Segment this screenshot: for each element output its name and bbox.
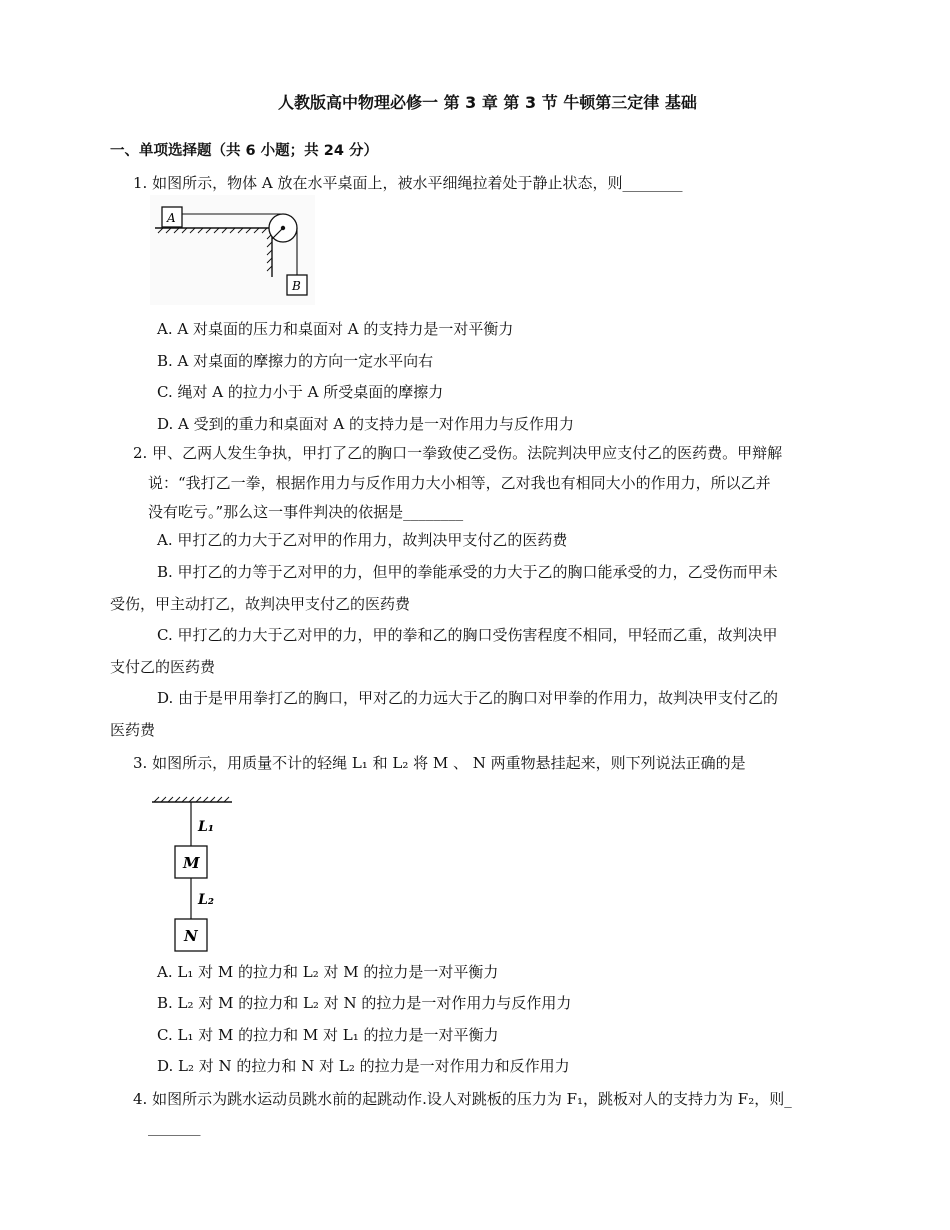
- figure-hanging-masses: [148, 786, 238, 956]
- q1-option-c: C. 绳对 A 的拉力小于 A 所受桌面的摩擦力: [157, 383, 444, 401]
- q2-option-c-line-2: 支付乙的医药费: [110, 658, 216, 676]
- q3-option-d: D. L₂ 对 N 的拉力和 N 对 L₂ 的拉力是一对作用力和反作用力: [157, 1057, 570, 1075]
- q2-option-d-line-2: 医药费: [110, 721, 156, 739]
- rope-l2-label: L₂: [198, 892, 214, 908]
- question-2-stem-line-2: 说：“我打乙一拳，根据作用力与反作用力大小相等，乙对我也有相同大小的作用力，所以乙并: [148, 474, 771, 492]
- block-a-label: A: [167, 211, 176, 225]
- q2-option-a: A. 甲打乙的力大于乙对甲的作用力，故判决甲支付乙的医药费: [157, 531, 568, 549]
- q3-option-c: C. L₁ 对 M 的拉力和 M 对 L₁ 的拉力是一对平衡力: [157, 1026, 499, 1044]
- q2-option-b-line-1: B. 甲打乙的力等于乙对甲的力，但甲的拳能承受的力大于乙的胸口能承受的力，乙受伤而甲未: [157, 563, 778, 581]
- question-3-stem: 3. 如图所示，用质量不计的轻绳 L₁ 和 L₂ 将 M 、 N 两重物悬挂起来，则下列说法正确的是: [133, 754, 746, 772]
- q2-option-c-line-1: C. 甲打乙的力大于乙对甲的力，甲的拳和乙的胸口受伤害程度不相同，甲轻而乙重，故判决甲: [157, 626, 778, 644]
- question-1-stem: 1. 如图所示，物体 A 放在水平桌面上，被水平细绳拉着处于静止状态，则________: [133, 174, 683, 192]
- question-2-stem-line-1: 2. 甲、乙两人发生争执，甲打了乙的胸口一拳致使乙受伤。法院判决甲应支付乙的医药费。甲辩解: [133, 444, 783, 462]
- figure-table-pulley: [150, 195, 315, 305]
- mass-n-label: N: [184, 927, 198, 945]
- q1-option-b: B. A 对桌面的摩擦力的方向一定水平向右: [157, 352, 434, 370]
- block-b-label: B: [292, 279, 301, 293]
- rope-l1-label: L₁: [198, 819, 214, 835]
- question-2-stem-line-3: 没有吃亏。”那么这一事件判决的依据是________: [148, 503, 464, 521]
- q1-option-a: A. A 对桌面的压力和桌面对 A 的支持力是一对平衡力: [157, 320, 514, 338]
- question-4-stem: 4. 如图所示为跳水运动员跳水前的起跳动作.设人对跳板的压力为 F₁，跳板对人的支持力为 F₂，则_: [133, 1090, 792, 1108]
- section-heading: 一、单项选择题（共 6 小题；共 24 分）: [110, 143, 378, 159]
- mass-m-label: M: [183, 854, 200, 872]
- page-title: 人教版高中物理必修一 第 3 章 第 3 节 牛顿第三定律 基础: [278, 93, 697, 112]
- q3-option-b: B. L₂ 对 M 的拉力和 L₂ 对 N 的拉力是一对作用力与反作用力: [157, 994, 572, 1012]
- question-4-blank: _______: [148, 1118, 201, 1136]
- q3-option-a: A. L₁ 对 M 的拉力和 L₂ 对 M 的拉力是一对平衡力: [157, 963, 499, 981]
- ceiling-hatch: [154, 797, 229, 802]
- q1-option-d: D. A 受到的重力和桌面对 A 的支持力是一对作用力与反作用力: [157, 415, 574, 433]
- q2-option-b-line-2: 受伤，甲主动打乙，故判决甲支付乙的医药费: [110, 595, 411, 613]
- q2-option-d-line-1: D. 由于是甲用拳打乙的胸口，甲对乙的力远大于乙的胸口对甲拳的作用力，故判决甲支付乙的: [157, 689, 779, 707]
